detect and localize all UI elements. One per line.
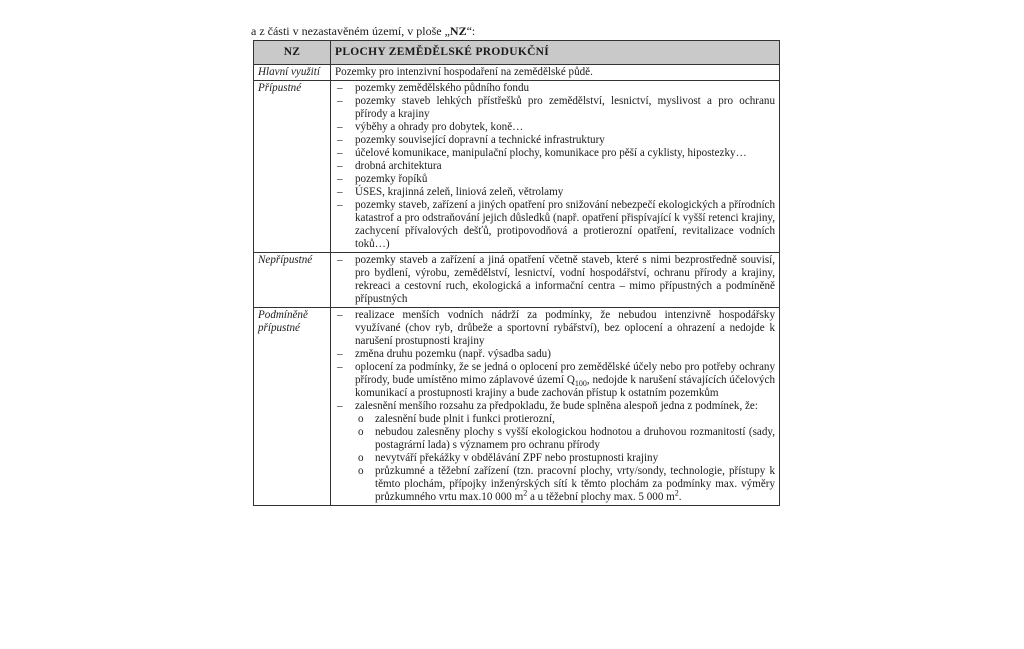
item-text: zalesnění menšího rozsahu za předpokladu, že bude splněna alespoň jedna z podmínek, že:	[355, 400, 758, 412]
cell-podminene-pripustne	[331, 308, 780, 506]
regulation-table	[253, 40, 780, 506]
sublist-item: o nevytváří překážky v obdělávání ZPF nebo prostupnosti krajiny	[355, 452, 775, 465]
item-text: průzkumné a těžební zařízení (tzn. pracovní plochy, vrty/sondy, technologie, přístupy k těmto plochám, přípojky inženýrských sítí k těmto plochám za podmínky max. výměry průzkumného vrtu max.10 000 m	[375, 465, 775, 503]
table-header-row	[254, 41, 780, 65]
intro-line	[251, 24, 475, 38]
superscript-2: 2	[523, 488, 528, 498]
label-podminene-pripustne: Podmíněně přípustné	[254, 308, 331, 506]
item-text: , nedojde k narušení stávajících účelových komunikací a prostupnosti krajiny a bude zachován přístup k ostatním pozemkům	[355, 374, 775, 399]
text-hlavni-vyuziti: Pozemky pro intenzivní hospodaření na zemědělské půdě.	[331, 65, 780, 81]
list-item: – pozemky staveb, zařízení a jiných opatření pro snižování nebezpečí ekologických a přírodních katastrof a pro odstraňování jejich důsledků (např. opatření přispívající k vyšší retenci krajiny, zachycení přívalových dešťů, protipovodňová a protierozní opatření, revitalizace vodních toků…)	[335, 199, 775, 251]
sublist-item: o zalesnění bude plnit i funkci protierozní,	[355, 413, 775, 426]
cell-pripustne	[331, 81, 780, 253]
list-podminene	[335, 309, 775, 504]
subscript-100: 100	[574, 379, 587, 389]
list-item: – pozemky řopíků	[335, 173, 775, 186]
list-item: – drobná architektura	[335, 160, 775, 173]
cell-nepripustne	[331, 253, 780, 308]
header-title: PLOCHY ZEMĚDĚLSKÉ PRODUKČNÍ	[331, 41, 780, 65]
row-nepripustne	[254, 253, 780, 308]
item-text: oplocení za podmínky, že se jedná o oplocení pro zemědělské účely nebo pro potřeby ochrany přírody, bude umístěno mimo záplavové území Q	[355, 361, 775, 386]
list-item	[335, 400, 775, 504]
list-item: – změna druhu pozemku (např. výsadba sadu)	[335, 348, 775, 361]
list-pripustne	[335, 82, 775, 251]
label-pripustne: Přípustné	[254, 81, 331, 253]
item-text: .	[678, 491, 682, 503]
list-nepripustne	[335, 254, 775, 306]
list-item: – výběhy a ohrady pro dobytek, koně…	[335, 121, 775, 134]
intro-quote-end: “:	[466, 24, 476, 38]
superscript-2: 2	[674, 488, 679, 498]
label-hlavni-vyuziti: Hlavní využití	[254, 65, 331, 81]
row-hlavni-vyuziti	[254, 65, 780, 81]
row-pripustne	[254, 81, 780, 253]
list-item: – ÚSES, krajinná zeleň, liniová zeleň, větrolamy	[335, 186, 775, 199]
label-nepripustne: Nepřípustné	[254, 253, 331, 308]
list-item: – pozemky zemědělského půdního fondu	[335, 82, 775, 95]
list-item: – pozemky související dopravní a technické infrastruktury	[335, 134, 775, 147]
intro-text: a z části v nezastavěném území, v ploše „	[251, 24, 450, 38]
list-item: – účelové komunikace, manipulační plochy, komunikace pro pěší a cyklisty, hipostezky…	[335, 147, 775, 160]
sublist-item: o nebudou zalesněny plochy s vyšší ekologickou hodnotou a druhovou rozmanitostí (sady, postagrární lada) s významem pro ochranu přírody	[355, 426, 775, 452]
list-item	[335, 361, 775, 400]
list-item: – realizace menších vodních nádrží za podmínky, že nebudou intenzivně hospodářsky využívané (chov ryb, drůbeže a sportovní rybářství), bez oplocení a ohrazení a nedojde k narušení prostupnosti krajiny	[335, 309, 775, 348]
header-code: NZ	[254, 41, 331, 65]
sublist-item	[355, 465, 775, 504]
row-podminene-pripustne	[254, 308, 780, 506]
list-item: – pozemky staveb a zařízení a jiná opatření včetně staveb, které s nimi bezprostředně souvisí, pro bydlení, výrobu, zemědělství, lesnictví, vodní hospodářství, ochranu přírody a krajiny, rekreaci a cestovní ruch, ekologická a informační centra – mimo přípustných a podmíněně přípustných	[335, 254, 775, 306]
sublist-zalesneni	[355, 413, 775, 504]
intro-code: NZ	[449, 24, 467, 38]
item-text: a u těžební plochy max. 5 000 m	[527, 491, 675, 503]
list-item: – pozemky staveb lehkých přístřešků pro zemědělství, lesnictví, myslivost a pro ochranu přírody a krajiny	[335, 95, 775, 121]
